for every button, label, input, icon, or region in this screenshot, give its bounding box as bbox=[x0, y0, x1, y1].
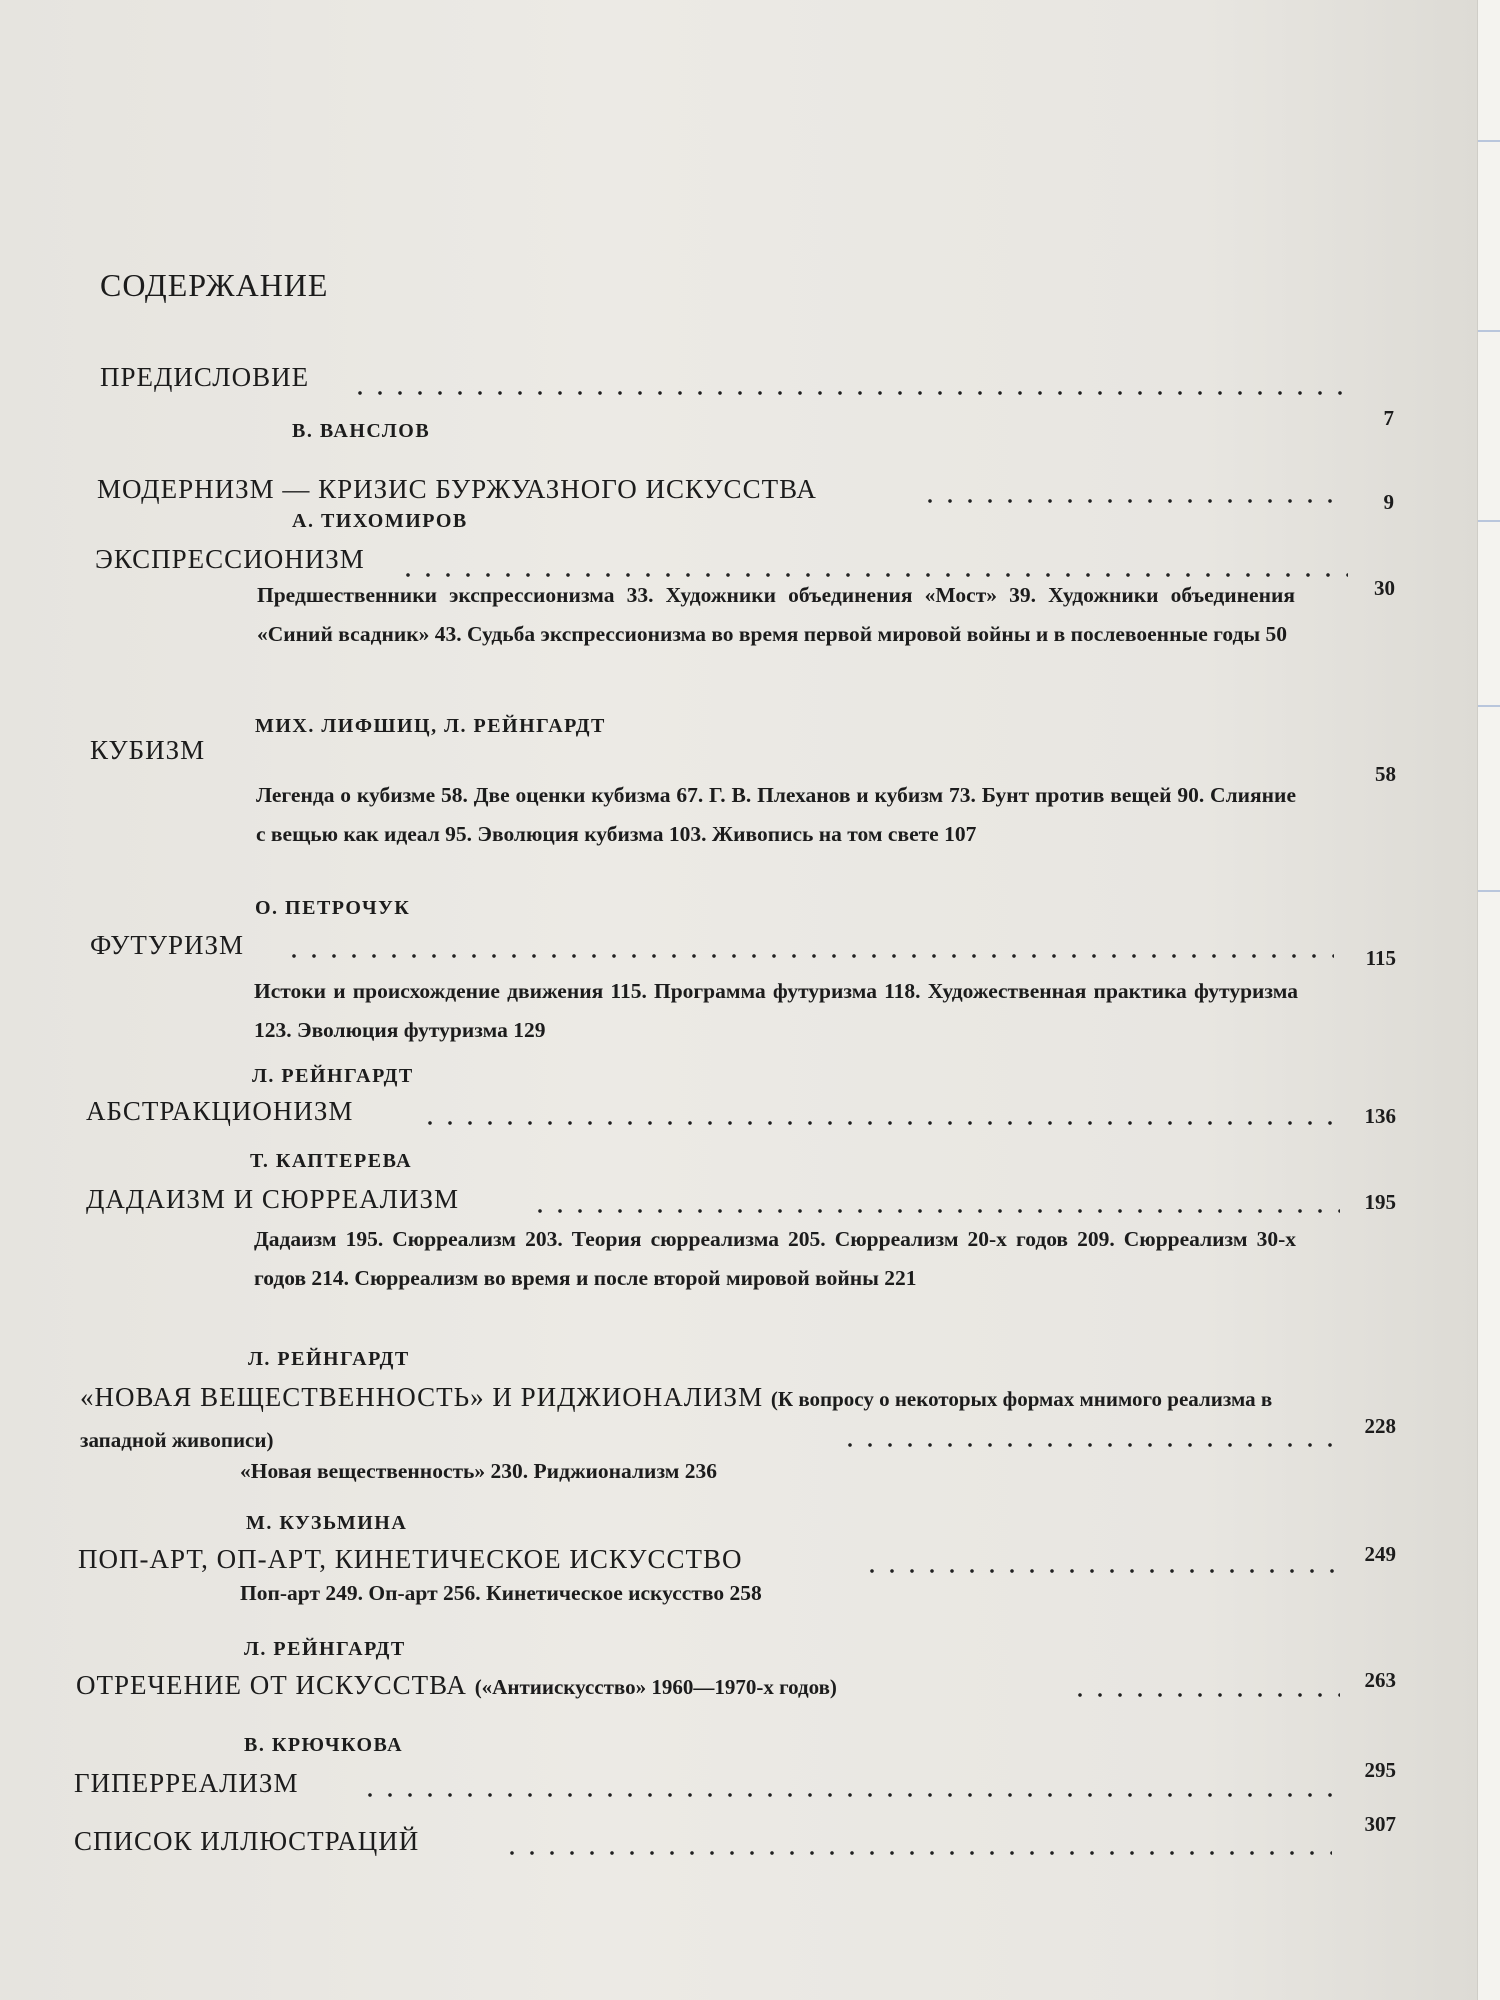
leader-dots bbox=[284, 953, 1334, 959]
toc-subentries: Предшественники экспрессионизма 33. Художники объединения «Мост» 39. Художники объединения «Синий всадник» 43. Судьба экспрессионизма во время первой мировой войны и в послевоенные годы 50 bbox=[257, 583, 1295, 646]
leader-dots bbox=[840, 1442, 1340, 1448]
toc-heading: ДАДАИЗМ И СЮРРЕАЛИЗМ bbox=[86, 1184, 459, 1214]
toc-author: Т. КАПТЕРЕВА bbox=[250, 1150, 413, 1172]
toc-heading bbox=[76, 1670, 837, 1701]
adjacent-page-edge bbox=[1477, 0, 1500, 2000]
leader-dots bbox=[530, 1208, 1340, 1214]
toc-heading-title: ОТРЕЧЕНИЕ ОТ ИСКУССТВА bbox=[76, 1670, 467, 1700]
toc-heading: МОДЕРНИЗМ — КРИЗИС БУРЖУАЗНОГО ИСКУССТВА bbox=[97, 474, 817, 504]
toc-author: В. КРЮЧКОВА bbox=[244, 1734, 404, 1756]
page-number: 295 bbox=[1364, 1758, 1396, 1782]
toc-author: О. ПЕТРОЧУК bbox=[255, 897, 411, 919]
toc-author: МИХ. ЛИФШИЦ, Л. РЕЙНГАРДТ bbox=[255, 715, 606, 737]
toc-heading: СПИСОК ИЛЛЮСТРАЦИЙ bbox=[74, 1826, 420, 1856]
page-number: 9 bbox=[1383, 490, 1394, 514]
toc-subentries: «Новая вещественность» 230. Риджионализм 236 bbox=[240, 1459, 718, 1483]
page-number: 30 bbox=[1374, 576, 1395, 600]
toc-heading: ПОП-АРТ, ОП-АРТ, КИНЕТИЧЕСКОЕ ИСКУССТВО bbox=[78, 1544, 743, 1574]
page-number: 263 bbox=[1364, 1668, 1396, 1692]
leader-dots bbox=[350, 390, 1350, 396]
page-number: 307 bbox=[1364, 1812, 1396, 1836]
toc-heading-note: (К вопросу о некоторых формах мнимого реализма в западной живописи) bbox=[80, 1387, 1273, 1452]
toc-author: Л. РЕЙНГАРДТ bbox=[248, 1348, 410, 1370]
page-number: 58 bbox=[1375, 762, 1396, 786]
leader-dots bbox=[360, 1792, 1336, 1798]
toc-heading: АБСТРАКЦИОНИЗМ bbox=[86, 1096, 354, 1126]
leader-dots bbox=[420, 1120, 1340, 1126]
leader-dots bbox=[1070, 1692, 1340, 1698]
toc-heading: ПРЕДИСЛОВИЕ bbox=[100, 362, 310, 392]
toc-subentries: Дадаизм 195. Сюрреализм 203. Теория сюрреализма 205. Сюрреализм 20-х годов 209. Сюрреализм 30-х годов 214. Сюрреализм во время и после второй мировой войны 221 bbox=[254, 1227, 1296, 1290]
toc-author: М. КУЗЬМИНА bbox=[246, 1512, 408, 1534]
toc-heading-note: («Антиискусство» 1960—1970-х годов) bbox=[474, 1675, 837, 1699]
toc-heading: КУБИЗМ bbox=[90, 735, 206, 765]
page-number: 115 bbox=[1365, 946, 1396, 970]
toc-subentries: Истоки и происхождение движения 115. Программа футуризма 118. Художественная практика футуризма 123. Эволюция футуризма 129 bbox=[254, 979, 1298, 1042]
toc-heading: ГИПЕРРЕАЛИЗМ bbox=[74, 1768, 299, 1798]
toc-author: Л. РЕЙНГАРДТ bbox=[244, 1638, 406, 1660]
page-number: 7 bbox=[1383, 406, 1394, 430]
toc-heading: ФУТУРИЗМ bbox=[90, 930, 245, 960]
leader-dots bbox=[920, 498, 1340, 504]
toc-subentries: Поп-арт 249. Оп-арт 256. Кинетическое искусство 258 bbox=[240, 1581, 762, 1605]
page-number: 228 bbox=[1364, 1414, 1396, 1438]
toc-subentries: Легенда о кубизме 58. Две оценки кубизма 67. Г. В. Плеханов и кубизм 73. Бунт против вещей 90. Слияние с вещью как идеал 95. Эволюция кубизма 103. Живопись на том свете 107 bbox=[256, 783, 1296, 846]
toc-author: А. ТИХОМИРОВ bbox=[292, 510, 468, 532]
toc-heading-title: «НОВАЯ ВЕЩЕСТВЕННОСТЬ» И РИДЖИОНАЛИЗМ bbox=[80, 1382, 764, 1412]
leader-dots bbox=[502, 1850, 1332, 1856]
toc-author: В. ВАНСЛОВ bbox=[292, 420, 431, 442]
page-number: 195 bbox=[1364, 1190, 1396, 1214]
page-number: 249 bbox=[1364, 1542, 1396, 1566]
toc-author: Л. РЕЙНГАРДТ bbox=[252, 1065, 414, 1087]
toc-heading: ЭКСПРЕССИОНИЗМ bbox=[95, 544, 365, 574]
page-title: СОДЕРЖАНИЕ bbox=[100, 267, 329, 304]
page-number: 136 bbox=[1364, 1104, 1396, 1128]
